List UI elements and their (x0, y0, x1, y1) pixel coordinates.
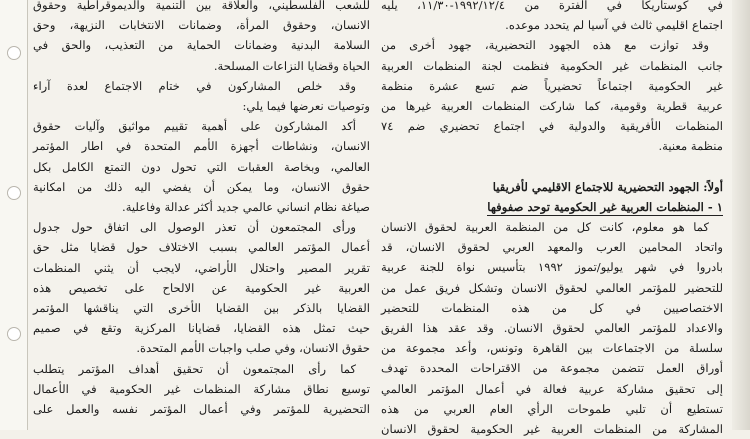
text-line: سلسلة من الاجتماعات بين القاهرة وتونس، وأعد مجموعة من (381, 341, 723, 356)
text-line: بادروا في شهر يوليو/تموز ١٩٩٢ بتأسيس نواة للجنة عربية (381, 260, 723, 275)
text-line: الاختصاصيين في كل من هذه المنظمات للتحضير (381, 300, 723, 315)
binder-hole (7, 46, 21, 60)
text-line: توسيع نطاق مشاركة المنظمات غير الحكومية في الأعمال (33, 381, 370, 396)
text-line: كما رأى المجتمعون أن تحقيق أهداف المؤتمر يتطلب (33, 361, 356, 376)
text-line: جانب المنظمات غير الحكومية فنظمت لجنة المنظمات العربية (381, 58, 723, 73)
text-line: القضايا بالذكر بين القضايا الأخرى التي يناقشها المؤتمر (33, 301, 370, 316)
text-line: تستطيع أن تلبي طموحات الرأي العام العربي من هذه (381, 401, 723, 416)
text-line: عربية قطرية وقومية، كما شاركت المنظمات العربية غيرها من (381, 99, 723, 114)
subsection-heading (381, 197, 723, 217)
text-line: السلامة البدنية وضمانات الحماية من التعذيب، والحق في (33, 38, 370, 53)
text-line: الانسان، ونشاطات أجهزة الأمم المتحدة في اطار المؤتمر (33, 139, 370, 154)
right-text-column (381, 0, 723, 437)
text-line: الحياة وقضايا النزاعات المسلحة. (213, 58, 370, 73)
text-line: المنظمات الأفريقية والدولية في اجتماع تحضيري ضم ٧٤ (381, 119, 723, 134)
subsection-heading-text: ١ - المنظمات العربية غير الحكومية توحد صفوفها (487, 199, 723, 214)
text-line: كما هو معلوم، كانت كل من المنظمة العربية لحقوق الانسان (381, 220, 709, 235)
text-line: واتحاد المحامين العرب والمعهد العربي لحقوق الانسان، قد (381, 240, 723, 255)
text-line: حقوق الانسان، وما يمكن أن يفضي اليه ذلك من امكانية (33, 179, 370, 194)
text-line: ورأى المجتمعون أن تعذر الوصول الى اتفاق حول جدول (33, 220, 356, 235)
binder-strip (0, 0, 28, 430)
left-text-column (33, 0, 370, 425)
text-line: المشاركة من المنظمات العربية غير الحكومية لحقوق الانسان (381, 422, 723, 437)
section-heading: أولاً: الجهود التحضيرية للاجتماع الاقليمي لأفريقيا (492, 179, 723, 194)
text-line: للشعب الفلسطيني، والعلاقة بين التنمية والديموقراطية وحقوق (33, 0, 370, 12)
text-line: العالمي، وبخاصة العقبات التي تحول دون التمتع الكامل بكل (33, 159, 370, 174)
text-line: أعمال المؤتمر العالمي بسبب الاختلاف حول قضايا مثل حق (33, 240, 370, 255)
text-line: للتحضير للمؤتمر العالمي لحقوق الانسان وتشكل فريق عمل من (381, 280, 723, 295)
text-line: اجتماع اقليمي ثالث في آسيا لم يتحدد موعده. (505, 18, 723, 33)
text-line: حيث تمثل هذه القضايا، قضايانا المركزية وتقع في صميم (33, 321, 370, 336)
text-line: غير الحكومية اجتماعاً تحضيرياً ضم تسع عشرة منظمة (381, 78, 723, 93)
page-edge-shadow (732, 0, 750, 430)
text-line: صياغة نظام انساني عالمي جديد أكثر عدالة وفاعلية. (122, 200, 370, 215)
text-line: أوراق العمل تتضمن مجموعة من الاقتراحات المحددة تهدف (381, 361, 723, 376)
text-line: والاعداد للمؤتمر العالمي لحقوق الانسان. وقد عقد هذا الفريق (381, 321, 723, 336)
text-line: حقوق الانسان، وفي صلب واجبات الأمم المتحدة. (136, 341, 370, 356)
text-line: تقرير المصير واحتلال الأراضي، لايجب أن يثني المنظمات (33, 260, 370, 275)
text-line: في كوستاريكا في الفترة من ١٩٩٢/١٢/٤-١١/٣٠، يليه (381, 0, 723, 12)
binder-hole (7, 186, 21, 200)
text-line: وقد توازت مع هذه الجهود التحضيرية، جهود أخرى من (381, 38, 709, 53)
text-line: العربية غير الحكومية عن الالحاح على تخصيص هذه (33, 280, 370, 295)
text-line: وقد خلص المشاركون في ختام الاجتماع لعدة آراء (33, 78, 356, 93)
text-line: الانسان، وحقوق المرأة، وضمانات الانتخابات النزيهة، وحق (33, 18, 370, 33)
text-line: إلى تحقيق مشاركة عربية فعالة في أعمال المؤتمر العالمي (381, 381, 723, 396)
text-line: أكد المشاركون على أهمية تقييم مواثيق وآليات حقوق (33, 119, 356, 134)
binder-hole (7, 327, 21, 341)
text-line: وتوصيات نعرضها فيما يلي: (242, 99, 370, 114)
text-line: منظمة معنية. (658, 139, 723, 154)
text-line: التحضيرية للمؤتمر وفي أعمال المؤتمر نفسه والعمل على (33, 402, 370, 417)
